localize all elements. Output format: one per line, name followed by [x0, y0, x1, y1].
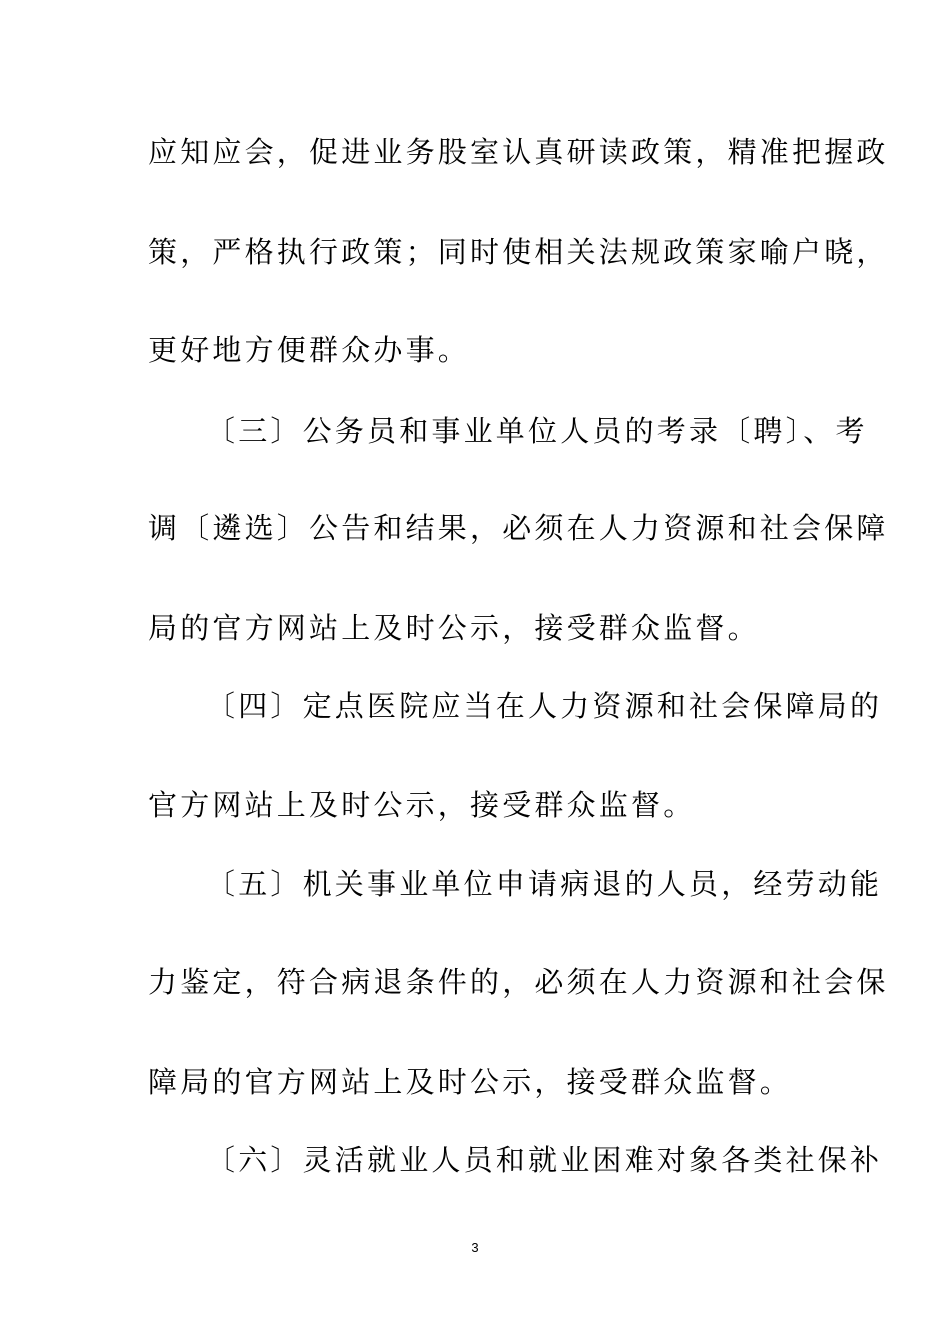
paragraph-item-4-first-line: 〔四〕定点医院应当在人力资源和社会保障局的: [206, 689, 883, 723]
body-text-line: 策，严格执行政策；同时使相关法规政策家喻户晓，: [148, 235, 889, 269]
body-text-line: 局的官方网站上及时公示，接受群众监督。: [148, 611, 760, 645]
page-number: 3: [471, 1240, 479, 1255]
body-text-line: 力鉴定，符合病退条件的，必须在人力资源和社会保: [148, 965, 889, 999]
paragraph-item-3-first-line: 〔三〕公务员和事业单位人员的考录〔聘〕、考: [206, 414, 868, 448]
body-text-line: 更好地方便群众办事。: [148, 333, 471, 367]
body-text-line: 障局的官方网站上及时公示，接受群众监督。: [148, 1065, 793, 1099]
body-text-line: 调〔遴选〕公告和结果，必须在人力资源和社会保障: [148, 511, 889, 545]
body-text-line: 应知应会，促进业务股室认真研读政策，精准把握政: [148, 135, 889, 169]
paragraph-item-5-first-line: 〔五〕机关事业单位申请病退的人员，经劳动能: [206, 867, 883, 901]
body-text-line: 官方网站上及时公示，接受群众监督。: [148, 788, 696, 822]
paragraph-item-6-first-line: 〔六〕灵活就业人员和就业困难对象各类社保补: [206, 1143, 883, 1177]
